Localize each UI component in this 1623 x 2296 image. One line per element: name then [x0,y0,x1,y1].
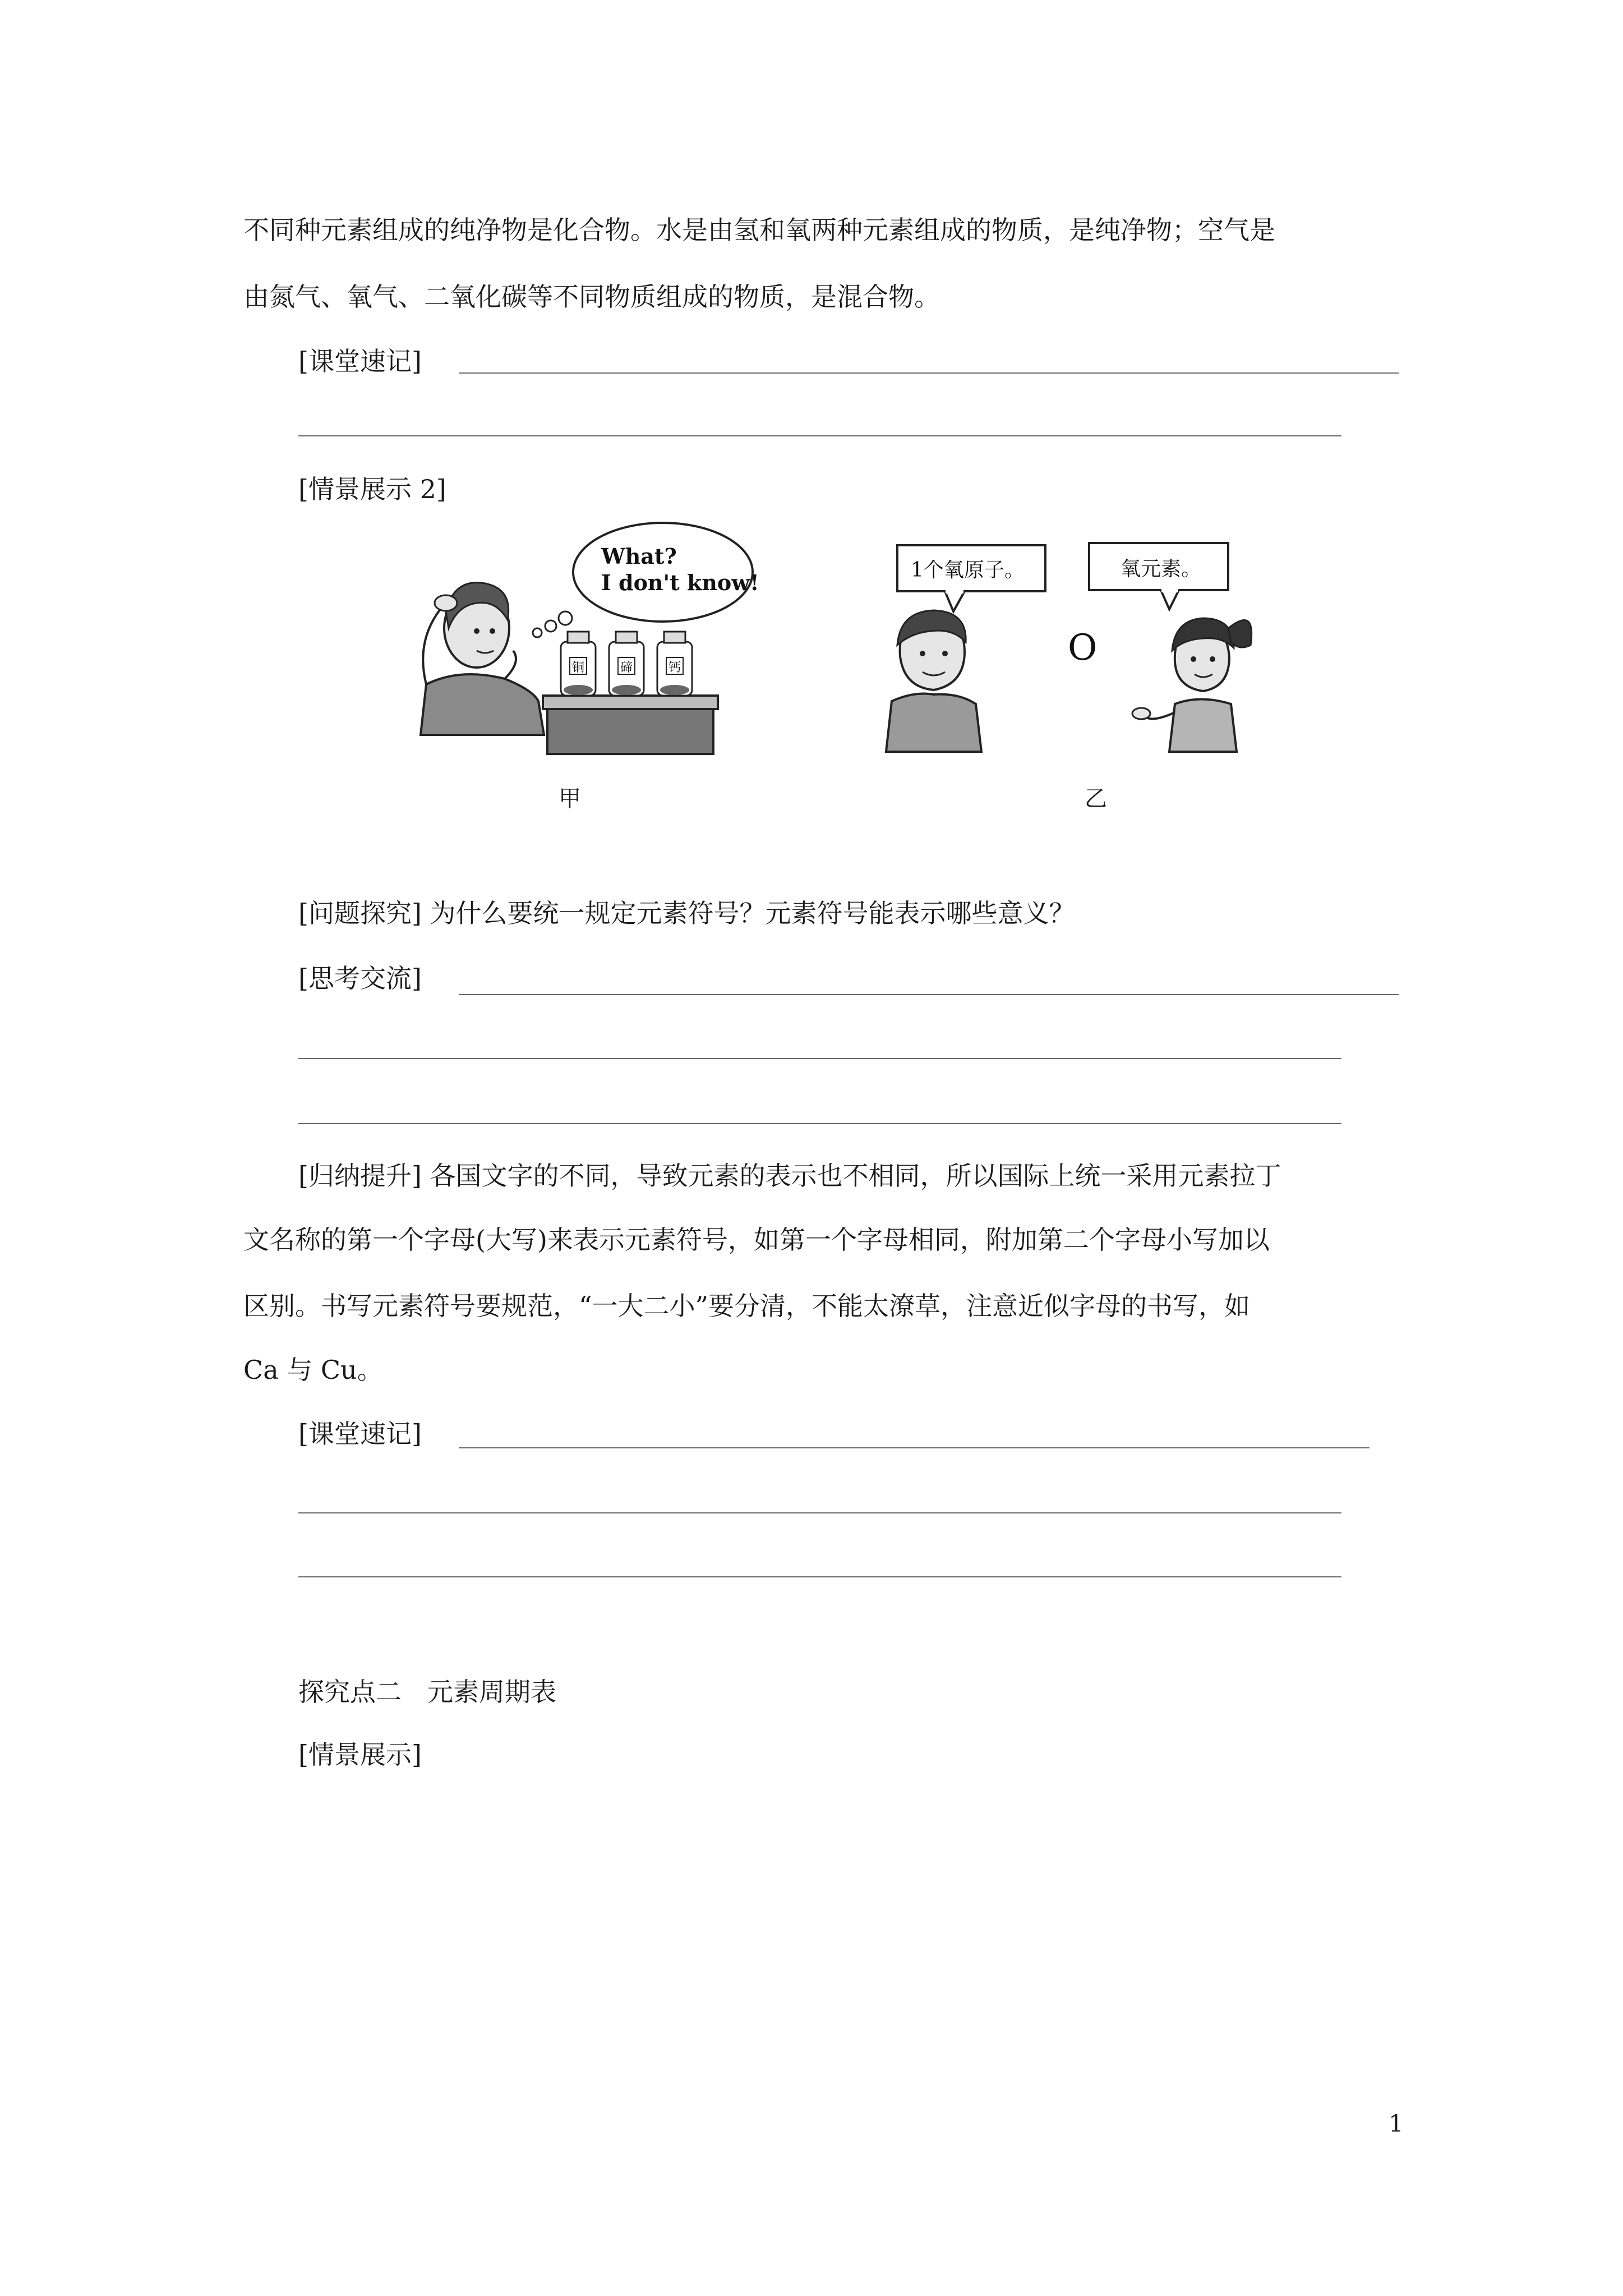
note-label-1: [课堂速记] [298,346,422,376]
summary-line-1: [归纳提升] 各国文字的不同，导致元素的表示也不相同，所以国际上统一采用元素拉丁 [298,1161,1281,1191]
note-line[interactable] [459,372,1399,374]
jar-icon [609,632,644,696]
boy-girl-illustration [886,543,1252,752]
intro-line-2: 由氮气、氧气、二氧化碳等不同物质组成的物质，是混合物。 [243,282,940,312]
summary-line-4: Ca 与 Cu。 [243,1355,383,1385]
scene-label-2: [情景展示 2] [298,474,446,504]
scene-label-3: [情景展示] [298,1740,422,1770]
element-symbol: O [1068,627,1098,669]
jar-label: 铜 [572,661,585,675]
intro-line-1: 不同种元素组成的纯净物是化合物。水是由氢和氧两种元素组成的物质，是纯净物；空气是 [243,215,1275,245]
note-line[interactable] [298,435,1341,436]
section-title: 探究点二 元素周期表 [298,1677,556,1707]
think-line[interactable] [459,994,1399,995]
jar-icon [657,632,692,696]
think-line[interactable] [298,1123,1341,1124]
caption-right: 乙 [1085,786,1107,812]
note-line[interactable] [298,1512,1341,1513]
jar-label: 碲 [620,661,633,675]
bubble-girl-text: 氧元素。 [1121,558,1202,581]
caption-left: 甲 [559,786,581,812]
question-text: [问题探究] 为什么要统一规定元素符号？元素符号能表示哪些意义？ [298,898,1075,928]
think-label: [思考交流] [298,963,422,993]
think-line[interactable] [298,1058,1341,1059]
note-line[interactable] [459,1447,1370,1448]
page-number: 1 [1389,2110,1404,2137]
scene-illustration [393,516,1301,830]
bubble-what: What? [601,544,677,569]
bubble-boy-text: 1个氧原子。 [911,559,1025,582]
note-line[interactable] [298,1576,1341,1577]
summary-line-2: 文名称的第一个字母(大写)来表示元素符号，如第一个字母相同，附加第二个字母小写加以 [243,1225,1270,1255]
jar-label: 钙 [668,661,681,675]
bubble-dont-know: I don't know! [601,570,759,595]
note-label-2: [课堂速记] [298,1419,422,1449]
confused-boy-illustration [421,523,759,754]
jar-icon [561,632,596,696]
summary-line-3: 区别。书写元素符号要规范，“一大二小”要分清，不能太潦草，注意近似字母的书写，如 [243,1291,1251,1321]
